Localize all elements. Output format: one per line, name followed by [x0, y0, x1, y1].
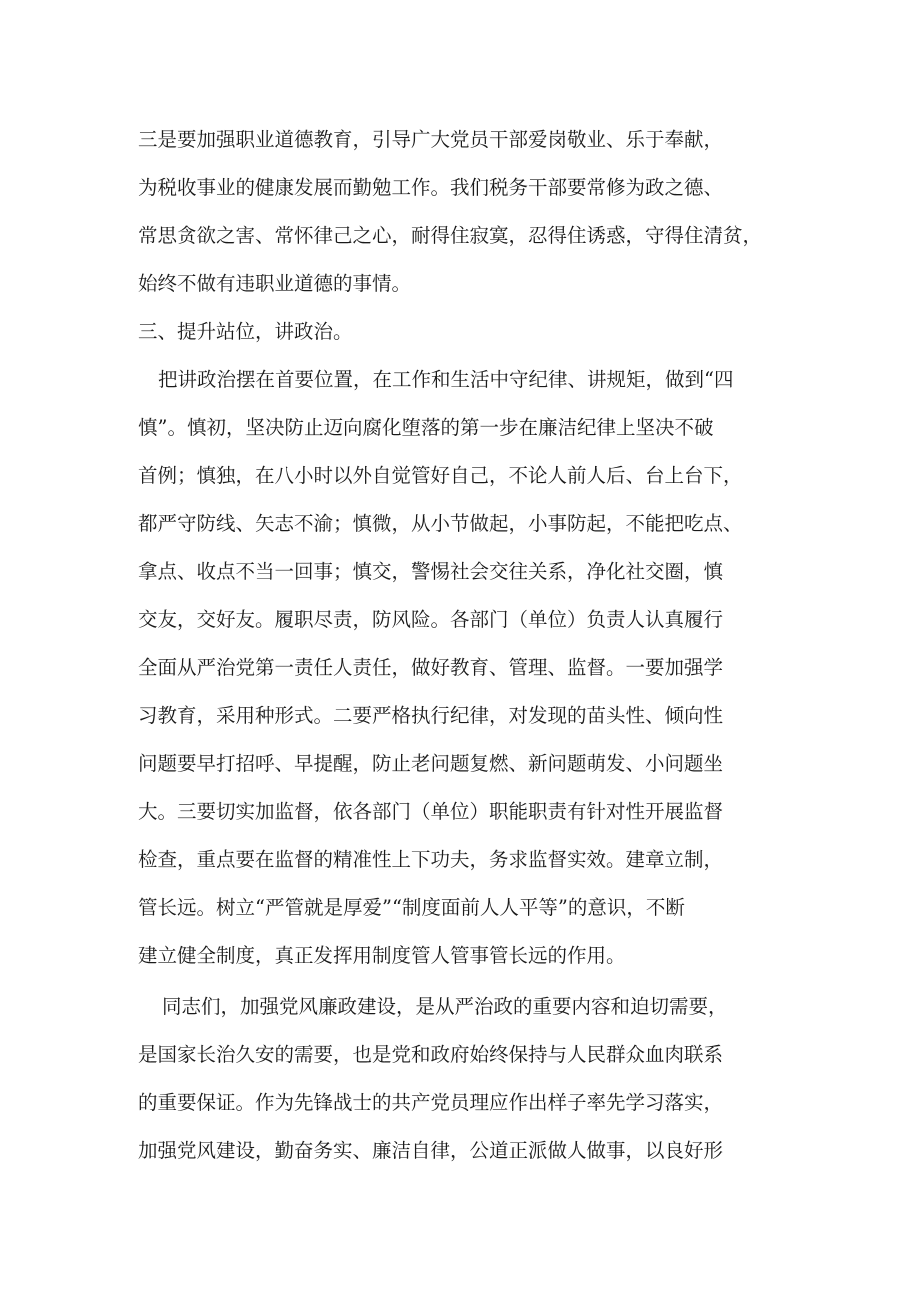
- paragraph-line: 问题要早打招呼、早提醒，防止老问题复燃、新问题萌发、小问题坐: [138, 752, 724, 775]
- paragraph-line: 加强党风建设，勤奋务实、廉洁自律，公道正派做人做事，以良好形: [138, 1139, 724, 1162]
- paragraph-line: 是国家长治久安的需要，也是党和政府始终保持与人民群众血肉联系: [138, 1043, 724, 1066]
- paragraph-line: 建立健全制度，真正发挥用制度管人管事管长远的作用。: [138, 944, 626, 967]
- paragraph-line: 交友，交好友。履职尽责，防风险。各部门（单位）负责人认真履行: [138, 608, 724, 631]
- paragraph-line: 全面从严治党第一责任人责任，做好教育、管理、监督。一要加强学: [138, 656, 724, 679]
- paragraph-line: 慎”。慎初，坚决防止迈向腐化堕落的第一步在廉洁纪律上坚决不破: [138, 416, 714, 439]
- paragraph-line: 三是要加强职业道德教育，引导广大党员干部爱岗敬业、乐于奉献，: [138, 128, 724, 151]
- paragraph-line: 拿点、收点不当一回事；慎交，警惕社会交往关系，净化社交圈，慎: [138, 560, 724, 583]
- paragraph-line: 习教育，采用种形式。二要严格执行纪律，对发现的苗头性、倾向性: [138, 704, 724, 727]
- paragraph-line: 常思贪欲之害、常怀律己之心，耐得住寂寞，忍得住诱惑，守得住清贫，: [138, 224, 763, 247]
- paragraph-line: 都严守防线、矢志不渝；慎微，从小节做起，小事防起，不能把吃点、: [138, 512, 743, 535]
- paragraph-line: 同志们，加强党风廉政建设，是从严治政的重要内容和迫切需要，: [162, 995, 728, 1018]
- paragraph-line: 为税收事业的健康发展而勤勉工作。我们税务干部要常修为政之德、: [138, 176, 724, 199]
- paragraph-line: 检查，重点要在监督的精准性上下功夫，务求监督实效。建章立制，: [138, 848, 724, 871]
- paragraph-line: 把讲政治摆在首要位置，在工作和生活中守纪律、讲规矩，做到“四: [158, 368, 734, 391]
- paragraph-line: 始终不做有违职业道德的事情。: [138, 272, 412, 295]
- paragraph-line: 首例；慎独，在八小时以外自觉管好自己，不论人前人后、台上台下，: [138, 464, 743, 487]
- paragraph-line: 大。三要切实加监督，依各部门（单位）职能职责有针对性开展监督: [138, 800, 724, 823]
- paragraph-line: 的重要保证。作为先锋战士的共产党员理应作出样子率先学习落实，: [138, 1091, 724, 1114]
- paragraph-line: 管长远。树立“严管就是厚爱”“制度面前人人平等”的意识，不断: [138, 896, 685, 919]
- section-heading: 三、提升站位，讲政治。: [138, 320, 353, 343]
